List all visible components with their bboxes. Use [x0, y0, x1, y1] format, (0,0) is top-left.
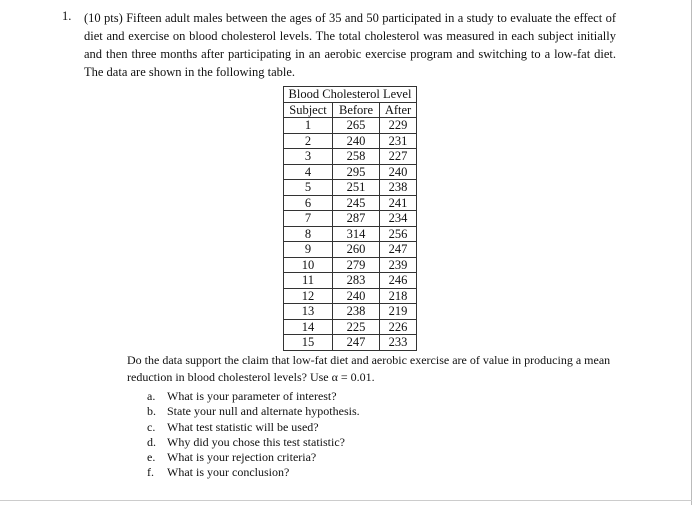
cell-subject: 10 — [284, 257, 333, 273]
header-subject: Subject — [284, 102, 333, 118]
table-row — [284, 288, 417, 304]
table-row — [284, 242, 417, 258]
cell-subject: 3 — [284, 149, 333, 165]
cell-after: 239 — [380, 257, 417, 273]
sub-question — [147, 420, 360, 435]
cell-subject: 2 — [284, 133, 333, 149]
header-before: Before — [333, 102, 380, 118]
cell-after: 227 — [380, 149, 417, 165]
sub-question-text: Why did you chose this test statistic? — [167, 434, 345, 449]
cell-subject: 12 — [284, 288, 333, 304]
cell-subject: 13 — [284, 304, 333, 320]
cell-subject: 11 — [284, 273, 333, 289]
cell-after: 246 — [380, 273, 417, 289]
sub-questions — [147, 389, 360, 481]
page-edge-bottom — [0, 500, 692, 501]
cell-after: 256 — [380, 226, 417, 242]
cell-after: 229 — [380, 118, 417, 134]
sub-question-text: What is your conclusion? — [167, 465, 290, 480]
sub-question-text: What is your rejection criteria? — [167, 450, 317, 465]
cell-subject: 8 — [284, 226, 333, 242]
sub-question-text: What test statistic will be used? — [167, 419, 319, 434]
cell-before: 240 — [333, 133, 380, 149]
sub-question-label: f. — [147, 465, 154, 480]
table-row — [284, 149, 417, 165]
table-row — [284, 180, 417, 196]
cell-before: 283 — [333, 273, 380, 289]
cell-before: 314 — [333, 226, 380, 242]
cell-subject: 14 — [284, 319, 333, 335]
header-after: After — [380, 102, 417, 118]
table-row — [284, 319, 417, 335]
sub-question — [147, 450, 360, 465]
sub-question-text: State your null and alternate hypothesis. — [167, 404, 360, 419]
cholesterol-table — [283, 86, 417, 351]
sub-question-label: c. — [147, 419, 156, 434]
table-row — [284, 164, 417, 180]
table-row — [284, 133, 417, 149]
cell-after: 241 — [380, 195, 417, 211]
cell-after: 238 — [380, 180, 417, 196]
cell-after: 231 — [380, 133, 417, 149]
cell-after: 226 — [380, 319, 417, 335]
table-row — [284, 118, 417, 134]
cell-after: 240 — [380, 164, 417, 180]
cell-before: 287 — [333, 211, 380, 227]
cell-subject: 5 — [284, 180, 333, 196]
problem-intro: (10 pts) Fifteen adult males between the ages of 35 and 50 participated in a study to evaluate the effect of diet and exercise on blood cholesterol levels. The total cholesterol was measured in each subject initially and then three months after participating in an aerobic exercise program and switching to a low-fat diet. The data are shown in the following table. — [84, 11, 616, 79]
table-row — [284, 304, 417, 320]
table-row — [284, 226, 417, 242]
cell-subject: 4 — [284, 164, 333, 180]
table-body — [284, 118, 417, 351]
sub-question-label: d. — [147, 434, 156, 449]
table-row — [284, 335, 417, 351]
table-row — [284, 257, 417, 273]
sub-question — [147, 404, 360, 419]
cell-before: 279 — [333, 257, 380, 273]
cell-before: 295 — [333, 164, 380, 180]
table-row — [284, 211, 417, 227]
sub-question-label: b. — [147, 404, 156, 419]
cell-subject: 6 — [284, 195, 333, 211]
cell-before: 240 — [333, 288, 380, 304]
cell-before: 258 — [333, 149, 380, 165]
cell-before: 247 — [333, 335, 380, 351]
cell-after: 247 — [380, 242, 417, 258]
cell-before: 260 — [333, 242, 380, 258]
sub-question-label: a. — [147, 389, 156, 403]
cell-subject: 7 — [284, 211, 333, 227]
problem-number: 1. — [62, 9, 72, 23]
table-row — [284, 273, 417, 289]
page-edge-right — [691, 0, 692, 505]
cell-before: 238 — [333, 304, 380, 320]
cell-subject: 15 — [284, 335, 333, 351]
cell-before: 225 — [333, 319, 380, 335]
sub-question — [147, 389, 360, 404]
question-text: Do the data support the claim that low-fat diet and aerobic exercise are of value in producing a mean reduction in blood cholesterol levels? Use α = 0.01. — [127, 353, 611, 384]
cell-after: 219 — [380, 304, 417, 320]
sub-question — [147, 465, 360, 480]
cell-subject: 9 — [284, 242, 333, 258]
cell-subject: 1 — [284, 118, 333, 134]
cell-after: 218 — [380, 288, 417, 304]
cell-before: 265 — [333, 118, 380, 134]
cell-after: 234 — [380, 211, 417, 227]
sub-question — [147, 435, 360, 450]
cell-after: 233 — [380, 335, 417, 351]
table-row — [284, 195, 417, 211]
sub-question-text: What is your parameter of interest? — [167, 389, 337, 403]
sub-question-label: e. — [147, 450, 156, 465]
cell-before: 251 — [333, 180, 380, 196]
cell-before: 245 — [333, 195, 380, 211]
table-title: Blood Cholesterol Level — [284, 87, 417, 103]
